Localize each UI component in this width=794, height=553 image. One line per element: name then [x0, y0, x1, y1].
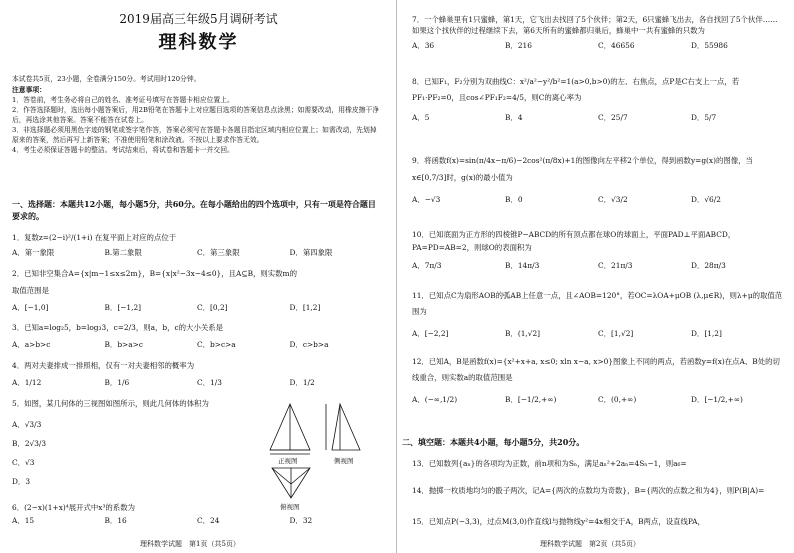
option: D．28π/3 [691, 261, 726, 270]
option: C．(0,+∞) [598, 395, 637, 404]
option: C．24 [197, 516, 220, 525]
option: A．[−1,0] [12, 303, 49, 312]
section-1-heading: 一、选择题：本题共12小题，每小题5分，共60分。在每小题给出的四个选项中，只有一项是符合题目要求的。 [12, 199, 376, 221]
question-6-stem: 6．(2−x)(1+x)⁴展开式中x³的系数为 [12, 503, 135, 512]
option: C．25/7 [598, 113, 628, 122]
page-footer: 理科数学试题 第2页（共5页） [540, 540, 640, 548]
top-view-label: 俯视图 [280, 503, 300, 511]
question-13 [412, 458, 784, 469]
option: C．21π/3 [598, 261, 633, 270]
intro-line: 本试卷共5页，23小题，全卷满分150分。考试用时120分钟。 [12, 75, 201, 83]
option: C．√3 [12, 458, 35, 467]
option: B．0 [505, 195, 523, 204]
option: D．32 [289, 516, 313, 525]
question-10-stem: 10．已知底面为正方形的四棱锥P−ABCD的所有顶点都在球O的球面上，平面PAD⊥平面ABCD，PA=PD=AB=2，则球O的表面积为 [412, 230, 736, 252]
option: A．a>b>c [12, 340, 51, 349]
option: A．[−2,2] [412, 329, 449, 338]
question-11-stem: 11．已知点C为扇形AOB的弧AB上任意一点，且∠AOB=120°，若OC=λOA+μOB (λ,μ∈R)，则λ+μ的取值范围为 [412, 291, 783, 316]
option: B．(1,√2] [505, 329, 541, 338]
section-2-heading: 二、填空题：本题共4小题，每小题5分，共20分。 [402, 437, 585, 447]
exam-title: 2019届高三年级5月调研考试 [119, 12, 278, 26]
option: B．[−1/2,+∞) [505, 395, 557, 404]
question-7 [412, 14, 784, 51]
option: A．7π/3 [412, 261, 442, 270]
side-view-label: 侧视图 [334, 457, 354, 465]
option: D．c>b>a [289, 340, 329, 349]
question-12-stem: 12．已知A，B是函数f(x)={x²+x+a, x≤0; xln x−a, x>0}图象上不同的两点，若函数y=f(x)在点A、B处的切线重合，则实数a的取值范围是 [412, 357, 780, 382]
question-9-stem: 9．将函数f(x)=sin(π/4x−π/6)−2cos²(π/8x)+1的图像向左平移2个单位，得到函数y=g(x)的图像，当x∈[0,7/3]时，g(x)的最小值为 [412, 156, 753, 182]
option: D．3 [12, 477, 31, 486]
option: B．4 [505, 113, 523, 122]
option: D．1/2 [289, 378, 315, 387]
option: C．√3/2 [598, 195, 628, 204]
front-view-label: 正视图 [278, 457, 298, 465]
option: A．5 [412, 113, 430, 122]
option: A．36 [412, 41, 435, 50]
notice-1: 1．答卷前，考生务必将自己的姓名、准考证号填写在答题卡相应位置上。 [12, 96, 234, 104]
option: C．1/3 [197, 378, 222, 387]
notice-4: 4．考生必须保证答题卡的整洁。考试结束后，将试卷和答题卡一并交回。 [12, 146, 234, 154]
option: C．第三象限 [197, 248, 240, 257]
question-7-stem: 7．一个蜂巢里有1只蜜蜂，第1天，它飞出去找回了5个伙伴；第2天，6只蜜蜂飞出去，各自找回了5个伙伴……如果这个找伙伴的过程继续下去，第6天所有的蜜蜂都归巢后，蜂巢中一共有蜜蜂的只数为 [412, 15, 778, 35]
question-5-stem: 5．如图，某几何体的三视图如图所示，则此几何体的体积为 [12, 399, 209, 408]
question-2-stem-cont: 取值范围是 [12, 286, 49, 295]
question-2-stem: 2．已知非空集合A={x|m−1≤x≤2m}，B={x|x²−3x−4≤0}，且A⊆B，则实数m的 [12, 269, 297, 278]
notice-2: 2．作答选择题时，选出每小题答案后，用2B铅笔在答题卡上对应题目选项的答案信息点涂黑；如需要改动，用橡皮擦干净后，再选涂其他答案。答案不能答在试卷上。 [12, 106, 380, 124]
option: D．[−1/2,+∞) [691, 395, 743, 404]
question-8-stem: 8．已知F₁，F₂分别为双曲线C：x²/a²−y²/b²=1(a>0,b>0)的左、右焦点，点P是C右支上一点，若PF₁·PF₂=0，且cos∠PF₁F₂=4/5，则C的离心率为 [412, 77, 740, 102]
question-1-stem: 1．复数z=(2−i)²/(1+i) 在复平面上对应的点位于 [12, 233, 177, 242]
option: B.第二象限 [104, 248, 142, 257]
page-footer: 理科数学试题 第1页（共5页） [140, 540, 240, 548]
option: C．b>c>a [197, 340, 236, 349]
option: A．1/12 [12, 378, 42, 387]
option: B．14π/3 [505, 261, 540, 270]
option: C．46656 [598, 41, 635, 50]
option: D．[1,2] [691, 329, 722, 338]
option: A．15 [12, 516, 35, 525]
option: D．√6/2 [691, 195, 721, 204]
option: C．[0,2] [197, 303, 228, 312]
question-14 [412, 484, 784, 497]
question-3-stem: 3．已知a=log₂5，b=log₃3，c=2/3，则a，b，c的大小关系是 [12, 323, 224, 332]
option: A．第一象限 [12, 248, 55, 257]
question-4-stem: 4．两对夫妻排成一排照相，仅有一对夫妻相邻的概率为 [12, 361, 195, 370]
option: A．−√3 [412, 195, 441, 204]
option: B．1/6 [104, 378, 130, 387]
notice-title: 注意事项： [12, 86, 46, 94]
option: C．[1,√2] [598, 329, 634, 338]
option: D．第四象限 [289, 248, 333, 257]
option: A．√3/3 [12, 420, 42, 429]
question-12 [412, 354, 784, 405]
exam-subject: 理科数学 [158, 32, 239, 53]
question-10 [412, 228, 784, 271]
option: B．2√3/3 [12, 439, 47, 448]
option: B．16 [104, 516, 127, 525]
option: D．55986 [691, 41, 728, 50]
notice-3: 3．非选择题必须用黑色字迹的钢笔或签字笔作答，答案必须写在答题卡各题目指定区域内相应位置上；如需改动，先划掉原来的答案，然后再写上新答案；不准使用铅笔和涂改液。不按以上要求作答无效。 [12, 126, 377, 144]
question-15-stem: 15．已知点P(−3,3)，过点M(3,0)作直线l与抛物线y²=4x相交于A，B两点，设直线PA， [412, 517, 705, 526]
option: D．5/7 [691, 113, 717, 122]
option: B．[−1,2] [104, 303, 142, 312]
question-14-stem: 14．抛掷一枚质地均匀的骰子两次，记A={两次的点数均为奇数}，B={两次的点数之和为4}，则P(B|A)= [412, 486, 765, 495]
question-11 [412, 288, 784, 339]
question-8 [412, 74, 784, 123]
option: A．(−∞,1/2) [412, 395, 458, 404]
option: D．[1,2] [289, 303, 321, 312]
question-13-stem: 13．已知数列{aₙ}的各项均为正数，前n项和为Sₙ，满足aₙ²+2aₙ=4Sₙ−1，则a₆= [412, 459, 687, 468]
question-15 [412, 516, 784, 527]
option: B．216 [505, 41, 532, 50]
question-9 [412, 152, 784, 205]
option: B．b>a>c [104, 340, 143, 349]
